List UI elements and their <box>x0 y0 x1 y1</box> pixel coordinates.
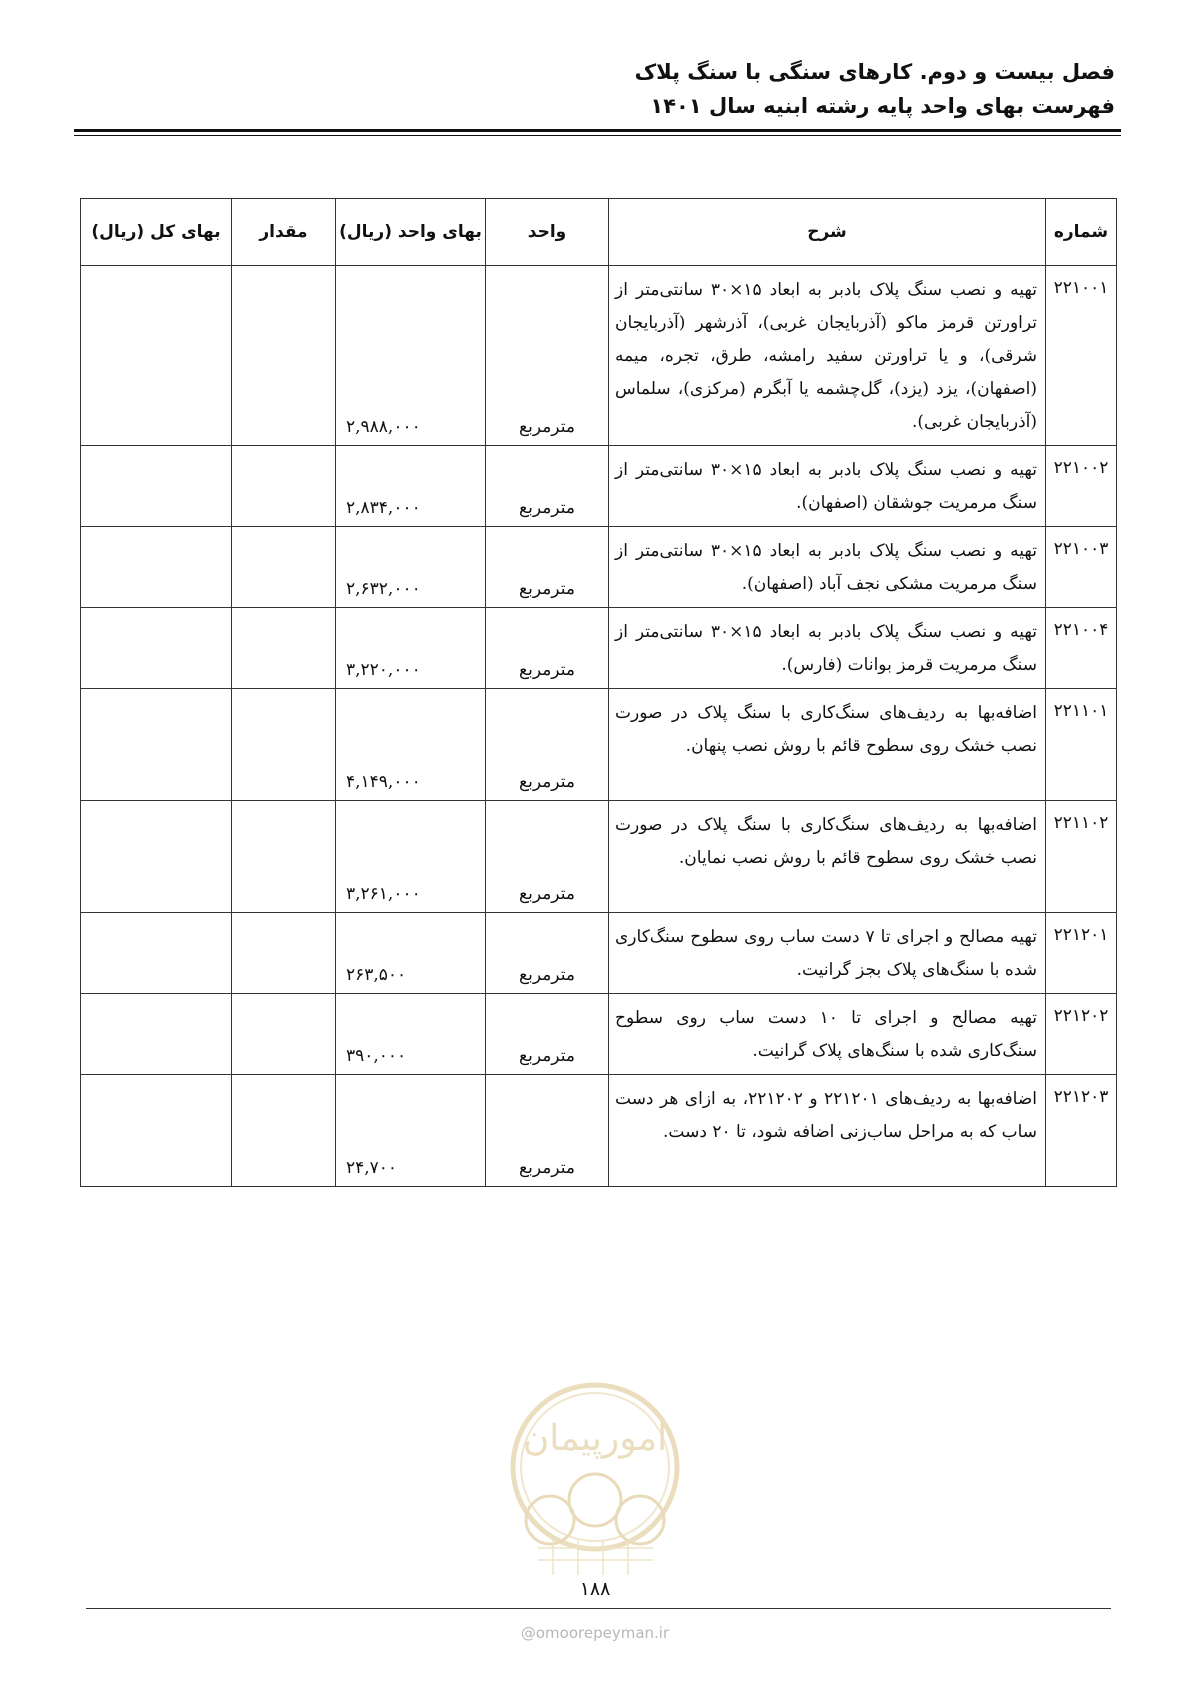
table-row <box>81 608 1117 689</box>
row-code: ۲۲۱۲۰۱ <box>1046 913 1117 994</box>
row-unit: مترمربع <box>486 266 609 446</box>
row-unit-price: ۴,۱۴۹,۰۰۰ <box>336 689 486 801</box>
table-row <box>81 1075 1117 1187</box>
row-code: ۲۲۱۱۰۲ <box>1046 801 1117 913</box>
row-total[interactable] <box>81 1075 232 1187</box>
row-unit-price: ۳,۲۲۰,۰۰۰ <box>336 608 486 689</box>
row-unit-price: ۲,۸۳۴,۰۰۰ <box>336 446 486 527</box>
col-header-unit-price: بهای واحد (ریال) <box>336 199 486 266</box>
chapter-title: فصل بیست و دوم. کارهای سنگی با سنگ پلاک <box>634 60 1115 84</box>
omoorepeyman-logo-watermark <box>508 1380 683 1580</box>
row-unit: مترمربع <box>486 527 609 608</box>
row-code: ۲۲۱۲۰۳ <box>1046 1075 1117 1187</box>
row-description: تهیه و نصب سنگ پلاک بادبر به ابعاد ۱۵×۳۰ سانتی‌متر از سنگ مرمریت مشکی نجف آباد (اصفهان). <box>609 527 1046 608</box>
logo-wordmark: امورپیمان <box>522 1418 668 1459</box>
row-code: ۲۲۱۰۰۲ <box>1046 446 1117 527</box>
row-total[interactable] <box>81 994 232 1075</box>
row-code: ۲۲۱۰۰۱ <box>1046 266 1117 446</box>
col-header-total: بهای کل (ریال) <box>81 199 232 266</box>
row-unit-price: ۳,۲۶۱,۰۰۰ <box>336 801 486 913</box>
row-unit: مترمربع <box>486 801 609 913</box>
row-total[interactable] <box>81 266 232 446</box>
row-code: ۲۲۱۰۰۴ <box>1046 608 1117 689</box>
col-header-qty: مقدار <box>232 199 336 266</box>
row-qty[interactable] <box>232 801 336 913</box>
table-row <box>81 994 1117 1075</box>
table-row <box>81 801 1117 913</box>
header-rule-thin <box>74 135 1121 136</box>
page-header <box>75 55 1115 123</box>
col-header-unit: واحد <box>486 199 609 266</box>
row-total[interactable] <box>81 801 232 913</box>
table-row <box>81 527 1117 608</box>
row-total[interactable] <box>81 608 232 689</box>
row-qty[interactable] <box>232 608 336 689</box>
row-description: تهیه و نصب سنگ پلاک بادبر به ابعاد ۱۵×۳۰ سانتی‌متر از سنگ مرمریت جوشقان (اصفهان). <box>609 446 1046 527</box>
row-qty[interactable] <box>232 527 336 608</box>
row-unit: مترمربع <box>486 994 609 1075</box>
row-total[interactable] <box>81 527 232 608</box>
row-qty[interactable] <box>232 689 336 801</box>
col-header-code: شماره <box>1046 199 1117 266</box>
row-unit: مترمربع <box>486 608 609 689</box>
row-description: اضافه‌بها به ردیف‌های ۲۲۱۲۰۱ و ۲۲۱۲۰۲، به ازای هر دست ساب که به مراحل ساب‌زنی اضافه شود، تا ۲۰ دست. <box>609 1075 1046 1187</box>
row-code: ۲۲۱۱۰۱ <box>1046 689 1117 801</box>
row-description: اضافه‌بها به ردیف‌های سنگ‌کاری با سنگ پلاک در صورت نصب خشک روی سطوح قائم با روش نصب نمایان. <box>609 801 1046 913</box>
row-qty[interactable] <box>232 994 336 1075</box>
row-unit-price: ۳۹۰,۰۰۰ <box>336 994 486 1075</box>
row-unit: مترمربع <box>486 689 609 801</box>
row-unit: مترمربع <box>486 913 609 994</box>
row-qty[interactable] <box>232 446 336 527</box>
row-total[interactable] <box>81 689 232 801</box>
row-unit: مترمربع <box>486 1075 609 1187</box>
row-description: تهیه مصالح و اجرای تا ۱۰ دست ساب روی سطوح سنگ‌کاری شده با سنگ‌های پلاک گرانیت. <box>609 994 1046 1075</box>
row-qty[interactable] <box>232 913 336 994</box>
table-row <box>81 913 1117 994</box>
price-table <box>80 198 1117 1187</box>
row-unit-price: ۲۴,۷۰۰ <box>336 1075 486 1187</box>
row-unit-price: ۲,۶۳۲,۰۰۰ <box>336 527 486 608</box>
row-description: تهیه مصالح و اجرای تا ۷ دست ساب روی سطوح سنگ‌کاری شده با سنگ‌های پلاک بجز گرانیت. <box>609 913 1046 994</box>
row-unit-price: ۲,۹۸۸,۰۰۰ <box>336 266 486 446</box>
row-qty[interactable] <box>232 266 336 446</box>
row-total[interactable] <box>81 446 232 527</box>
table-header-row <box>81 199 1117 266</box>
row-total[interactable] <box>81 913 232 994</box>
list-title: فهرست بهای واحد پایه رشته ابنیه سال ۱۴۰۱ <box>650 94 1115 118</box>
table-row <box>81 266 1117 446</box>
row-code: ۲۲۱۲۰۲ <box>1046 994 1117 1075</box>
table-row <box>81 689 1117 801</box>
row-unit-price: ۲۶۳,۵۰۰ <box>336 913 486 994</box>
row-code: ۲۲۱۰۰۳ <box>1046 527 1117 608</box>
page-number: ۱۸۸ <box>579 1578 611 1600</box>
row-description: اضافه‌بها به ردیف‌های سنگ‌کاری با سنگ پلاک در صورت نصب خشک روی سطوح قائم با روش نصب پنهان. <box>609 689 1046 801</box>
footer-rule <box>86 1608 1111 1609</box>
header-rule-thick <box>74 129 1121 132</box>
col-header-desc: شرح <box>609 199 1046 266</box>
table-row <box>81 446 1117 527</box>
row-description: تهیه و نصب سنگ پلاک بادبر به ابعاد ۱۵×۳۰ سانتی‌متر از سنگ مرمریت قرمز بوانات (فارس). <box>609 608 1046 689</box>
website-watermark: @omoorepeyman.ir <box>520 1624 670 1642</box>
row-unit: مترمربع <box>486 446 609 527</box>
row-qty[interactable] <box>232 1075 336 1187</box>
row-description: تهیه و نصب سنگ پلاک بادبر به ابعاد ۱۵×۳۰ سانتی‌متر از تراورتن قرمز ماکو (آذربایجان غربی)، آذرشهر (آذربایجان شرقی)، و یا تراورتن سفید رامشه، طرق، تجره، میمه (اصفهان)، یزد (یزد)، گل‌چشمه یا آبگرم (مرکزی)، سلماس (آذربایجان غربی). <box>609 266 1046 446</box>
